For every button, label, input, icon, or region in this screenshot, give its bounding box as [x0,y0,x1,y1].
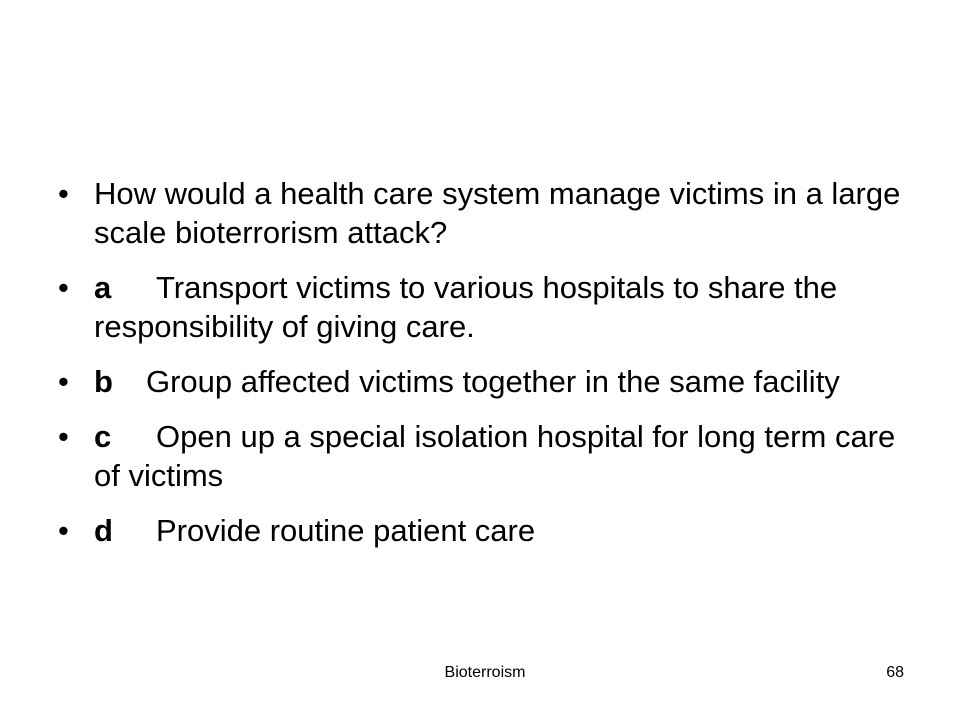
bullet-list [56,174,906,566]
bullet-icon: • [58,270,69,305]
option-a-text: Transport victims to various hospitals to share the responsibility of giving care. [94,270,838,344]
option-a [56,268,906,346]
option-c-text: Open up a special isolation hospital for long term care of victims [94,419,896,493]
option-c-letter: c [94,419,112,454]
page-number: 68 [886,664,904,681]
option-b-text: Group affected victims together in the same facility [146,364,840,399]
option-b [56,362,906,401]
question-bullet [56,174,906,252]
option-b-letter: b [94,364,113,399]
question-text: How would a health care system manage victims in a large scale bioterrorism attack? [94,176,901,250]
option-c [56,417,906,495]
option-a-letter: a [94,270,112,305]
bullet-icon: • [58,364,69,399]
option-d-letter: d [94,513,113,548]
footer-title: Bioterroism [444,664,526,681]
bullet-icon: • [58,176,69,211]
option-d-text: Provide routine patient care [156,513,536,548]
option-d [56,511,906,550]
bullet-icon: • [58,419,69,454]
bullet-icon: • [58,513,69,548]
